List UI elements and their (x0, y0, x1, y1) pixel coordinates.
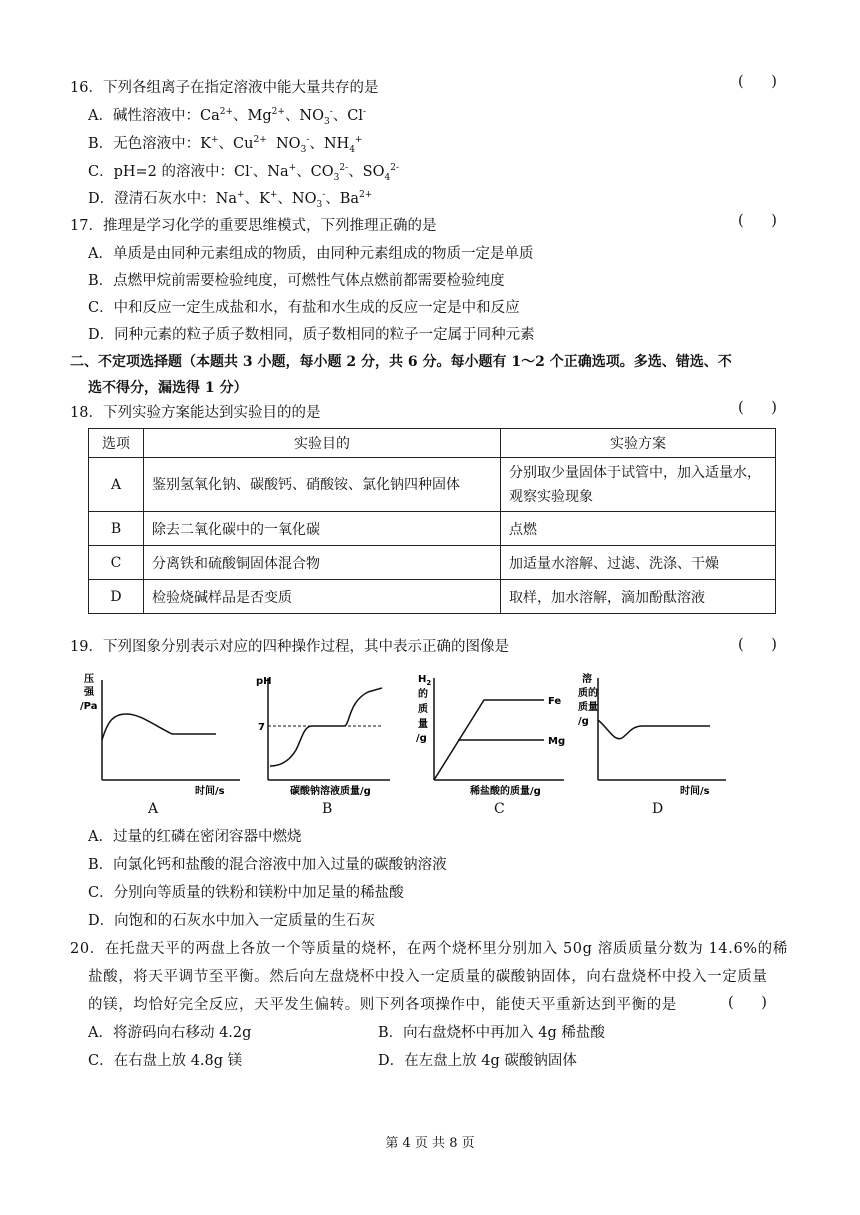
table-header-row (89, 429, 776, 458)
ion-formula: K+、$Cu^{2+}$ $NO_3^-$、$NH_4^+$ (200, 135, 363, 155)
graph-c-ylabel: 的 (418, 689, 428, 700)
graph-c-xlabel: 稀盐酸的质量/g (470, 786, 541, 797)
table-header: 实验目的 (144, 429, 501, 458)
table-row (89, 580, 776, 614)
table-cell-option: B (89, 512, 144, 546)
ion-formula: Na+、K+、$NO_3^-$、$Ba^{2+}$ (215, 190, 373, 210)
ion-formula: Cl-、Na+、$CO_3^{2-}$、$SO_4^{2-}$ (234, 163, 400, 183)
table-cell-goal: 分离铁和硫酸铜固体混合物 (144, 546, 501, 580)
graph-d-xlabel: 时间/s (680, 786, 710, 797)
section2-heading-line1: 二、不定项选择题（本题共 3 小题，每小题 2 分，共 6 分。每小题有 1～2 个正确选项。多选、错选、不 (70, 354, 732, 370)
graph-b-ph (248, 668, 408, 798)
table-cell-goal: 鉴别氢氧化钠、碳酸钙、硝酸铵、氯化钠四种固体 (144, 458, 501, 512)
graph-a-ylabel: 压 (84, 674, 94, 685)
graph-c-ylabel: 量 (418, 719, 428, 730)
graph-c-ylabel: $H_2$ (418, 674, 432, 687)
q16-option-b: B．无色溶液中：K+、$Cu^{2+}$ $NO_3^-$、$NH_4^+$ (88, 135, 363, 155)
q16-option-d: D．澄清石灰水中：Na+、K+、$NO_3^-$、$Ba^{2+}$ (88, 190, 373, 210)
graph-a-xlabel: 时间/s (195, 786, 225, 797)
table-cell-option: C (89, 546, 144, 580)
page-footer: 第 4 页 共 8 页 (385, 1136, 475, 1151)
graph-c-caption: C (494, 801, 505, 817)
graph-c-mg-label: Mg (548, 736, 566, 747)
table-cell-goal: 除去二氧化碳中的一氧化碳 (144, 512, 501, 546)
graph-d-solute-mass (576, 668, 736, 798)
graph-d-caption: D (652, 801, 664, 817)
graph-a-ylabel: 强 (84, 687, 94, 698)
q19-option-a: A．过量的红磷在密闭容器中燃烧 (88, 829, 302, 845)
table-row (89, 546, 776, 580)
table-row (89, 512, 776, 546)
graph-a-caption: A (148, 801, 159, 817)
experiment-table (88, 428, 776, 614)
table-cell-option: A (89, 458, 144, 512)
q17-stem: 17．推理是学习化学的重要思维模式，下列推理正确的是 (70, 218, 437, 234)
table-header: 选项 (89, 429, 144, 458)
table-header: 实验方案 (501, 429, 776, 458)
graph-b-tick-7: 7 (258, 722, 265, 733)
table-cell-plan: 点燃 (501, 512, 776, 546)
q20-option-d: D．在左盘上放 4g 碳酸钠固体 (378, 1053, 577, 1069)
q16-stem: 16．下列各组离子在指定溶液中能大量共存的是 (70, 80, 379, 96)
q19-answer-paren: ( ) (738, 637, 777, 653)
graph-b-curve (270, 688, 382, 766)
q20-option-a: A．将游码向右移动 4.2g (88, 1025, 252, 1041)
graph-d-curve (598, 720, 710, 739)
graph-d-ylabel: 质量 (578, 702, 598, 713)
table-cell-plan: 加适量水溶解、过滤、洗涤、干燥 (501, 546, 776, 580)
ion-formula: $Ca^{2+}$、$Mg^{2+}$、$NO_3^-$、Cl- (199, 107, 367, 127)
q20-answer-paren: ( ) (728, 995, 767, 1011)
table-cell-plan: 取样，加水溶解，滴加酚酞溶液 (501, 580, 776, 614)
graph-a-ylabel: /Pa (80, 701, 98, 712)
q20-option-b: B．向右盘烧杯中再加入 4g 稀盐酸 (378, 1025, 605, 1041)
graph-d-ylabel: 溶 (582, 674, 592, 685)
q19-stem: 19．下列图象分别表示对应的四种操作过程，其中表示正确的图像是 (70, 639, 509, 655)
q18-stem: 18．下列实验方案能达到实验目的的是 (70, 405, 321, 421)
q17-option-a: A．单质是由同种元素组成的物质，由同种元素组成的物质一定是单质 (88, 246, 534, 262)
q18-answer-paren: ( ) (738, 400, 777, 416)
graph-c-ylabel: 质 (418, 704, 428, 715)
q16-option-c: C．pH=2 的溶液中：Cl-、Na+、$CO_3^{2-}$、$SO_4^{2-}$ (88, 163, 400, 183)
graph-c-ylabel: /g (416, 733, 427, 744)
graph-c-h2-mass (414, 668, 574, 798)
table-cell-goal: 检验烧碱样品是否变质 (144, 580, 501, 614)
table-cell-plan: 分别取少量固体于试管中，加入适量水，观察实验现象 (501, 458, 776, 512)
q19-option-d: D．向饱和的石灰水中加入一定质量的生石灰 (88, 913, 376, 929)
graph-a-curve (102, 714, 216, 740)
q20-option-c: C．在右盘上放 4.8g 镁 (88, 1053, 243, 1069)
q20-stem-line2: 盐酸，将天平调节至平衡。然后向左盘烧杯中投入一定质量的碳酸钠固体，向右盘烧杯中投入一定质量 (88, 969, 768, 985)
graph-d-ylabel: 质的 (578, 688, 598, 699)
graph-b-ylabel: pH (256, 676, 272, 687)
table-cell-option: D (89, 580, 144, 614)
graph-d-ylabel: /g (578, 716, 589, 727)
q19-option-b: B．向氯化钙和盐酸的混合溶液中加入过量的碳酸钠溶液 (88, 857, 447, 873)
q16-answer-paren: ( ) (738, 74, 777, 90)
q17-option-b: B．点燃甲烷前需要检验纯度，可燃性气体点燃前都需要检验纯度 (88, 273, 505, 289)
q17-option-d: D．同种元素的粒子质子数相同，质子数相同的粒子一定属于同种元素 (88, 327, 535, 343)
section2-heading-line2: 选不得分，漏选得 1 分） (88, 380, 248, 396)
graph-b-xlabel: 碳酸钠溶液质量/g (290, 786, 371, 797)
graph-b-caption: B (322, 801, 333, 817)
graph-c-fe-label: Fe (548, 696, 562, 707)
q17-option-c: C．中和反应一定生成盐和水，有盐和水生成的反应一定是中和反应 (88, 300, 520, 316)
graph-a-pressure (80, 668, 250, 798)
q17-answer-paren: ( ) (738, 213, 777, 229)
q16-option-a: A．碱性溶液中：$Ca^{2+}$、$Mg^{2+}$、$NO_3^-$、Cl- (88, 107, 367, 127)
q19-option-c: C．分别向等质量的铁粉和镁粉中加足量的稀盐酸 (88, 885, 404, 901)
q20-stem-line3: 的镁，均恰好完全反应，天平发生偏转。则下列各项操作中，能使天平重新达到平衡的是 (88, 997, 677, 1013)
table-row (89, 458, 776, 512)
q20-stem-line1: 20．在托盘天平的两盘上各放一个等质量的烧杯，在两个烧杯里分别加入 50g 溶质质量分数为 14.6%的稀 (70, 941, 788, 957)
